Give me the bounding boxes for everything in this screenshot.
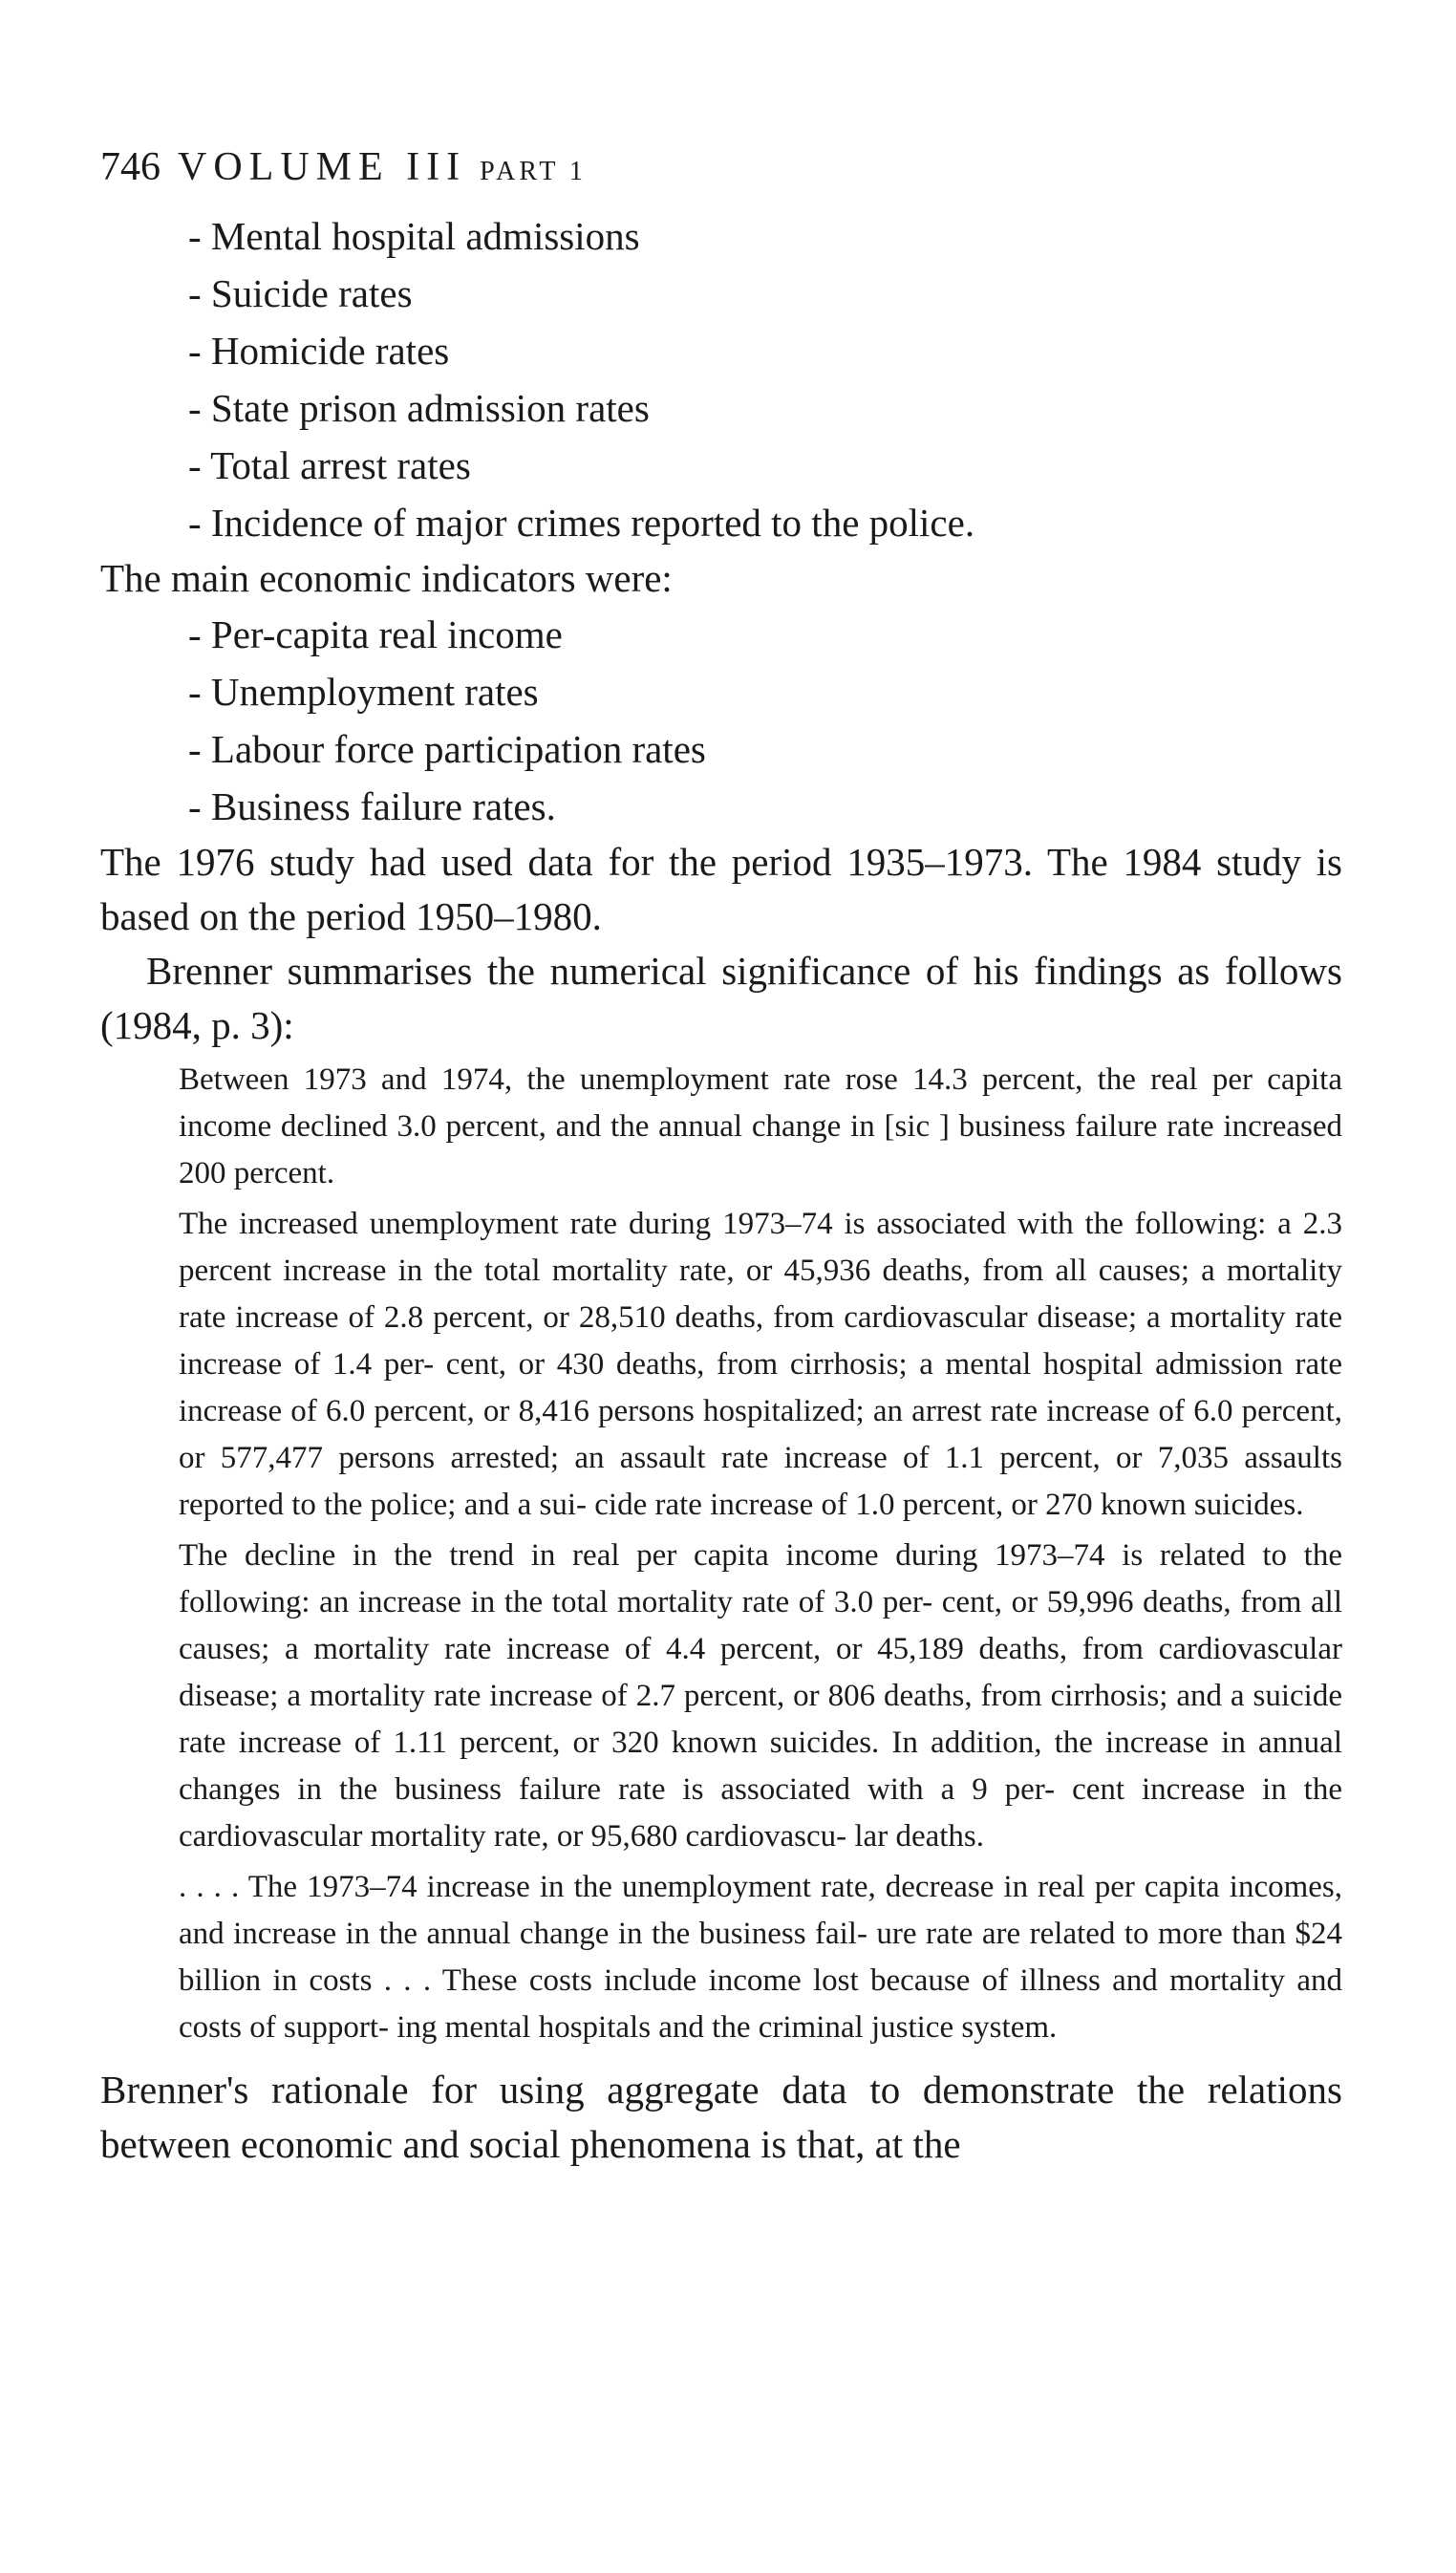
list-item: - Total arrest rates — [188, 443, 471, 487]
list-item: - Unemployment rates — [188, 670, 539, 714]
running-head — [100, 143, 1342, 196]
list-item: - State prison admission rates — [188, 386, 650, 430]
quote-paragraph: The decline in the trend in real per capita income during 1973–74 is related to the following: an increase in the total mortality rate of 3.0 per- cent, or 59,996 deaths, from all causes; a mortality rate increase of 4.4 percent, or 45,189 deaths, from cardiovascular disease; a mortality rate increase of 2.7 percent, or 806 deaths, from cirrhosis; and a suicide rate increase of 1.11 percent, or 320 known suicides. In addition, the increase in annual changes in the business failure rate is associated with a 9 per- cent increase in the cardiovascular mortality rate, or 95,680 cardiovascu- lar deaths. — [179, 1538, 1342, 1854]
economic-indicators-list — [100, 606, 1342, 835]
list-item: - Labour force participation rates — [188, 727, 706, 771]
rationale-paragraph: Brenner's rationale for using aggregate data to demonstrate the relations between economic and social phenomena is that, at the — [100, 2068, 1342, 2166]
economic-indicators-intro: The main economic indicators were: — [100, 556, 673, 600]
list-item: - Business failure rates. — [188, 784, 556, 828]
list-item: - Incidence of major crimes reported to the police. — [188, 501, 975, 545]
summary-intro-paragraph: Brenner summarises the numerical significance of his findings as follows (1984, p. 3): — [100, 949, 1342, 1047]
block-quote — [100, 1053, 1342, 2051]
volume-label: VOLUME III — [178, 145, 467, 189]
list-item: - Homicide rates — [188, 329, 450, 373]
spacer — [100, 2055, 1342, 2063]
study-periods-paragraph: The 1976 study had used data for the period 1935–1973. The 1984 study is based on the period 1950–1980. — [100, 840, 1342, 938]
part-label: PART 1 — [480, 157, 587, 186]
list-item: - Mental hospital admissions — [188, 214, 640, 258]
quote-paragraph: The increased unemployment rate during 1973–74 is associated with the following: a 2.3 percent increase in the total mortality rate, or 45,936 deaths, from all causes; a mortality rate increase of 2.8 percent, or 28,510 deaths, from cardiovascular disease; a mortality rate increase of 1.4 per- cent, or 430 deaths, from cirrhosis; a mental hospital admission rate increase of 6.0 percent, or 8,416 persons hospitalized; an arrest rate increase of 6.0 percent, or 577,477 persons arrested; an assault rate increase of 1.1 percent, or 7,035 assaults reported to the police; and a sui- cide rate increase of 1.0 percent, or 270 known suicides. — [179, 1207, 1342, 1522]
document-page — [100, 143, 1342, 2172]
quote-paragraph: . . . . The 1973–74 increase in the unemployment rate, decrease in real per capita incomes, and increase in the annual change in the business fail- ure rate are related to more than $24 billion in costs . . . These costs include income lost because of illness and mortality and costs of support- ing mental hospitals and the criminal justice system. — [179, 1870, 1342, 2045]
social-indicators-list — [100, 207, 1342, 551]
list-item: - Per-capita real income — [188, 612, 563, 656]
quote-paragraph: Between 1973 and 1974, the unemployment rate rose 14.3 percent, the real per capita income declined 3.0 percent, and the annual change in [sic ] business failure rate increased 200 percent. — [179, 1062, 1342, 1190]
page-number: 746 — [100, 145, 161, 189]
list-item: - Suicide rates — [188, 271, 413, 315]
